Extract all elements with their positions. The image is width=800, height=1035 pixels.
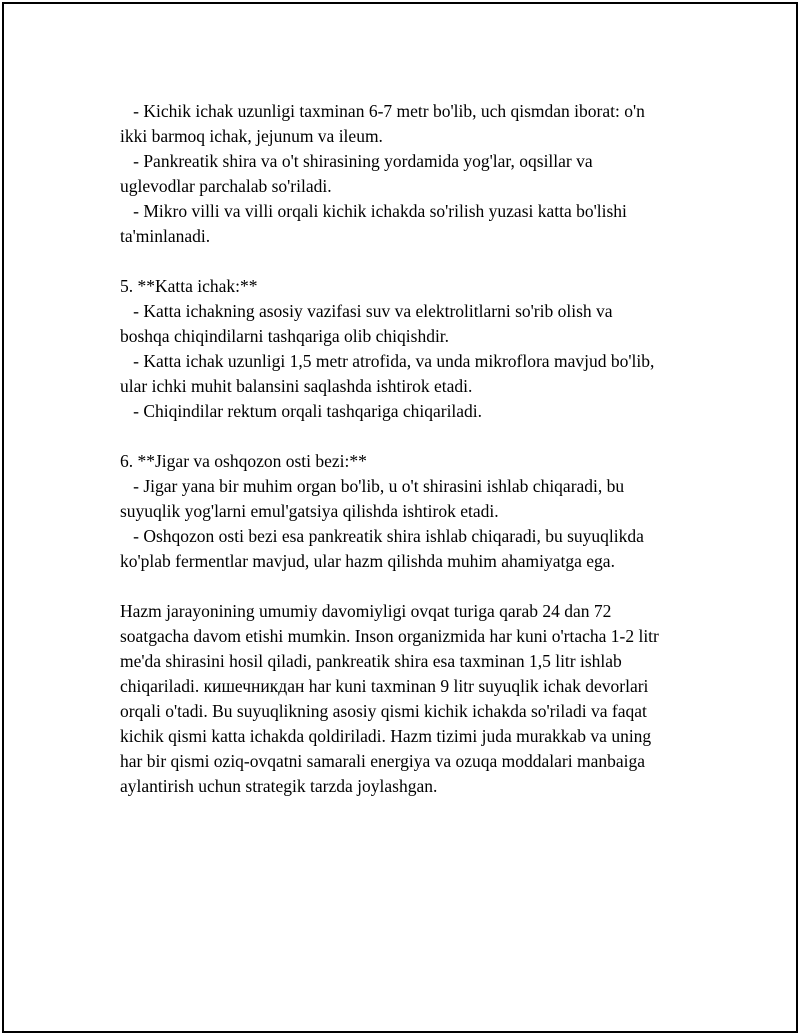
liver-pancreas-section [120,449,700,574]
text-line: soatgacha davom etishi mumkin. Inson organizmida har kuni o'rtacha 1-2 litr [120,626,659,646]
text-line: kichik qismi katta ichakda qoldiriladi. Hazm tizimi juda murakkab va uning [120,726,652,746]
text-line: chiqariladi. кишечникдан har kuni taxminan 9 litr suyuqlik ichak devorlari [120,676,649,696]
text-line: har bir qismi oziq-ovqatni samarali energiya va ozuqa moddalari manbaiga [120,751,645,771]
page-frame [2,2,798,1033]
text-line: orqali o'tadi. Bu suyuqlikning asosiy qismi kichik ichakda so'riladi va faqat [120,701,647,721]
text-line: - Pankreatik shira va o't shirasining yordamida yog'lar, oqsillar va [120,151,593,171]
section-heading: 6. **Jigar va oshqozon osti bezi:** [120,451,367,471]
text-line: aylantirish uchun strategik tarzda joylashgan. [120,776,438,796]
large-intestine-section [120,274,700,424]
text-line: Hazm jarayonining umumiy davomiyligi ovqat turiga qarab 24 dan 72 [120,601,612,621]
text-line: me'da shirasini hosil qiladi, pankreatik shira esa taxminan 1,5 litr ishlab [120,651,622,671]
text-line: ta'minlanadi. [120,226,211,246]
small-intestine-paragraph [120,99,700,249]
text-line: - Katta ichakning asosiy vazifasi suv va elektrolitlarni so'rib olish va [120,301,613,321]
text-line: - Katta ichak uzunligi 1,5 metr atrofida, va unda mikroflora mavjud bo'lib, [120,351,655,371]
text-line: - Oshqozon osti bezi esa pankreatik shira ishlab chiqaradi, bu suyuqlikda [120,526,644,546]
text-line: - Chiqindilar rektum orqali tashqariga chiqariladi. [120,401,483,421]
summary-paragraph [120,599,700,799]
text-line: suyuqlik yog'larni emul'gatsiya qilishda ishtirok etadi. [120,501,499,521]
text-line: ikki barmoq ichak, jejunum va ileum. [120,126,383,146]
text-line: uglevodlar parchalab so'riladi. [120,176,332,196]
text-line: ko'plab fermentlar mavjud, ular hazm qilishda muhim ahamiyatga ega. [120,551,615,571]
text-line: - Mikro villi va villi orqali kichik ichakda so'rilish yuzasi katta bo'lishi [120,201,627,221]
paragraph-spacer [120,574,700,599]
text-line: ular ichki muhit balansini saqlashda ishtirok etadi. [120,376,473,396]
paragraph-spacer [120,424,700,449]
text-line: - Kichik ichak uzunligi taxminan 6-7 metr bo'lib, uch qismdan iborat: o'n [120,101,645,121]
document-body [120,99,700,799]
text-line: boshqa chiqindilarni tashqariga olib chiqishdir. [120,326,450,346]
paragraph-spacer [120,249,700,274]
section-heading: 5. **Katta ichak:** [120,276,258,296]
text-line: - Jigar yana bir muhim organ bo'lib, u o't shirasini ishlab chiqaradi, bu [120,476,625,496]
